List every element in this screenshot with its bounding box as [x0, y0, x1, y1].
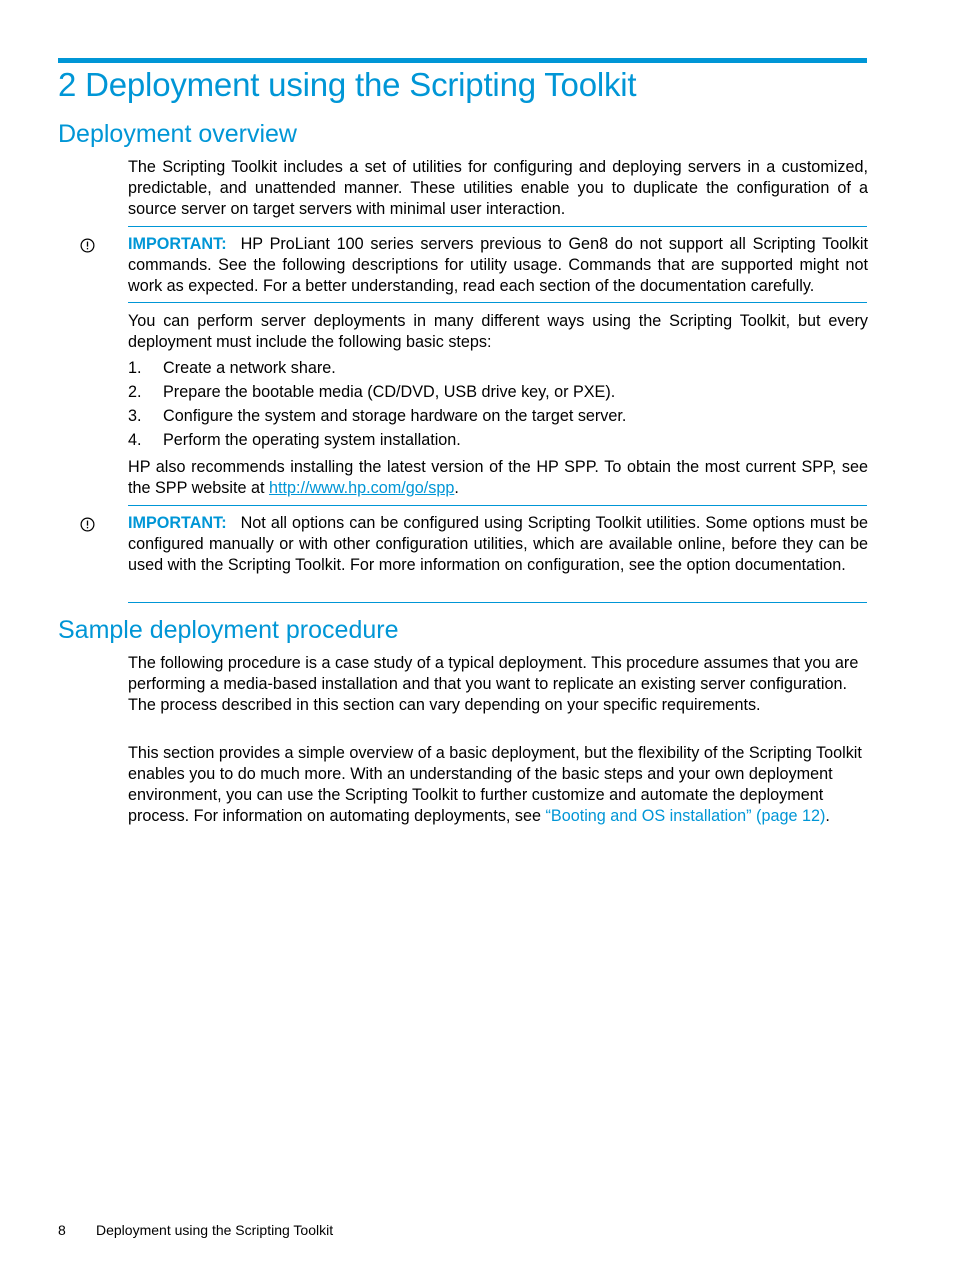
spp-paragraph: HP also recommends installing the latest version of the HP SPP. To obtain the most current SPP, see the SPP website at http://www.hp.com/go/spp.	[128, 458, 868, 497]
list-item: 3. Configure the system and storage hardware on the target server.	[128, 407, 627, 425]
note-bottom-rule	[128, 302, 867, 303]
important-note-1	[128, 234, 868, 297]
list-item: 4. Perform the operating system installation.	[128, 431, 461, 449]
section-title-sample-deployment: Sample deployment procedure	[58, 616, 399, 644]
note-top-rule	[128, 505, 867, 506]
booting-os-installation-link[interactable]: “Booting and OS installation” (page 12)	[545, 807, 826, 825]
important-label: IMPORTANT:	[128, 235, 227, 253]
chapter-top-rule	[58, 58, 867, 63]
note-top-rule	[128, 226, 867, 227]
list-item: 1. Create a network share.	[128, 359, 336, 377]
important-note-1-text: HP ProLiant 100 series servers previous to Gen8 do not support all Scripting Toolkit commands. See the following descriptions for utility usage. Commands that are supported might not work as expected. For a better understanding, read each section of the documentation carefully.	[128, 235, 868, 295]
deployment-steps-list	[128, 356, 868, 452]
overview-intro-paragraph: The Scripting Toolkit includes a set of utilities for configuring and deploying servers in a customized, predictable, and unattended manner. These utilities enable you to duplicate the configuration of a source server on target servers with minimal user interaction.	[128, 158, 868, 218]
important-note-2-text: Not all options can be configured using Scripting Toolkit utilities. Some options must be configured manually or with other configuration utilities, which are available online, before they can be used with the Scripting Toolkit. For more information on configuration, see the option documentation.	[128, 514, 868, 574]
sample-paragraph-2: This section provides a simple overview of a basic deployment, but the flexibility of the Scripting Toolkit enables you to do much more. With an understanding of the basic steps and your own deployment environment, you can use the Scripting Toolkit to further customize and automate the deployment process. For information on automating deployments, see “Booting and OS installation” (page 12).	[128, 744, 862, 825]
list-item: 2. Prepare the bootable media (CD/DVD, USB drive key, or PXE).	[128, 383, 616, 401]
sample-paragraph-1: The following procedure is a case study of a typical deployment. This procedure assumes that you are performing a media-based installation and that you want to replicate an existing server configuration. The process described in this section can vary depending on your specific requirements.	[128, 654, 859, 714]
running-title: Deployment using the Scripting Toolkit	[96, 1222, 334, 1238]
chapter-title: 2 Deployment using the Scripting Toolkit	[58, 66, 637, 103]
important-note-2	[128, 513, 868, 576]
section-title-deployment-overview: Deployment overview	[58, 120, 297, 148]
exclamation-circle-icon	[80, 238, 95, 253]
steps-intro-paragraph: You can perform server deployments in many different ways using the Scripting Toolkit, but every deployment must include the following basic steps:	[128, 312, 868, 351]
page-footer	[58, 1222, 333, 1238]
note-bottom-rule	[128, 602, 867, 603]
spp-website-link[interactable]: http://www.hp.com/go/spp	[268, 479, 455, 497]
exclamation-circle-icon	[80, 517, 95, 532]
page-number: 8	[58, 1222, 66, 1238]
important-label: IMPORTANT:	[128, 514, 227, 532]
